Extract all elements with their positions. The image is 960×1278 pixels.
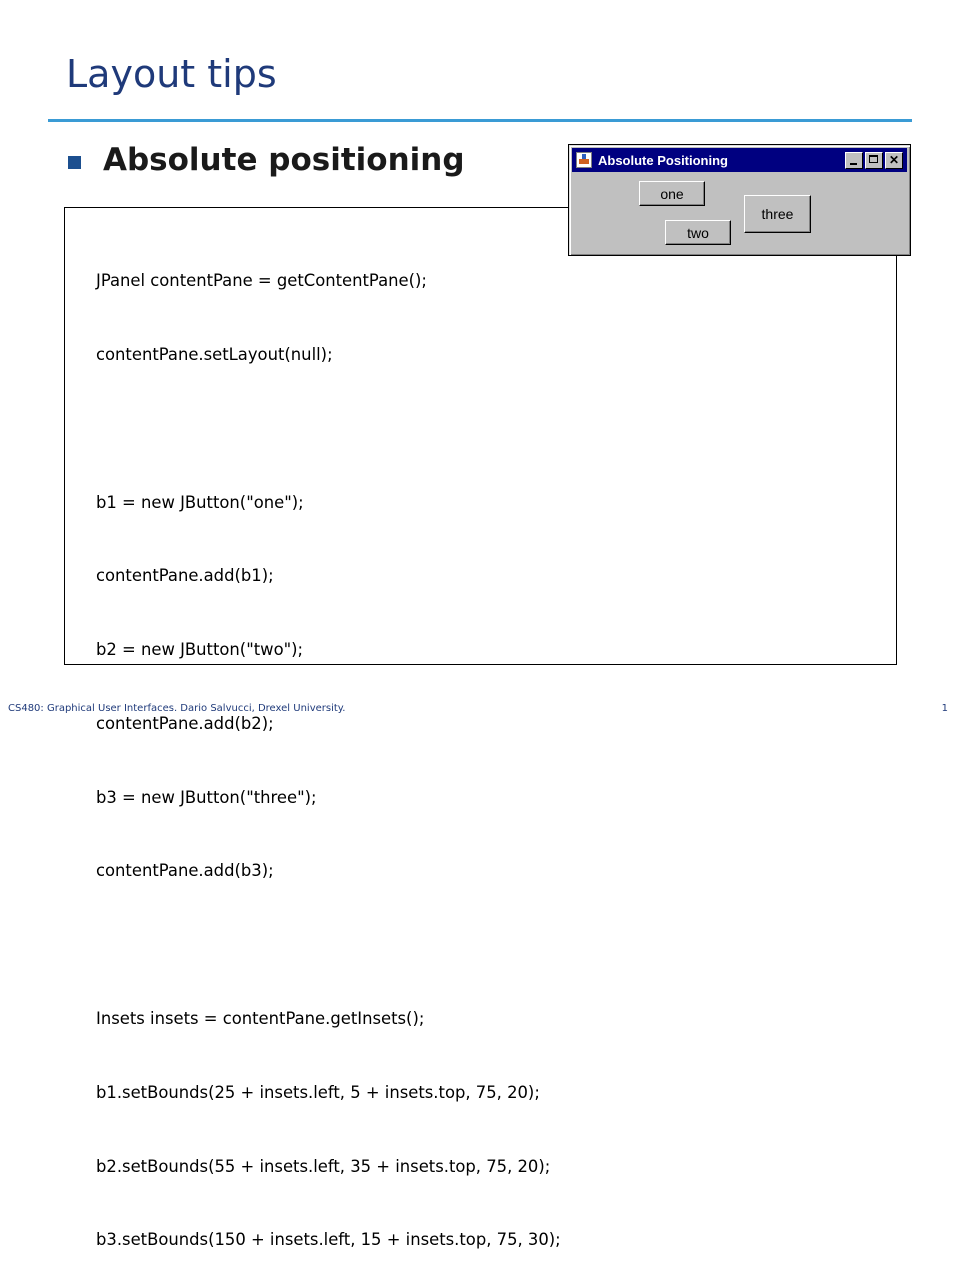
minimize-icon [850, 163, 857, 165]
java-cup-icon[interactable] [576, 152, 592, 168]
minimize-button[interactable] [845, 152, 863, 169]
absolute-positioning-window [568, 144, 911, 256]
code-line: contentPane.add(b2); [96, 713, 274, 733]
code-line: b1.setBounds(25 + insets.left, 5 + insets.top, 75, 20); [96, 1082, 540, 1102]
code-line [96, 933, 561, 958]
code-line: contentPane.add(b1); [96, 566, 274, 586]
bullet-item [68, 142, 465, 178]
close-button[interactable] [885, 152, 903, 169]
button-one[interactable]: one [639, 181, 705, 206]
code-line [96, 417, 561, 442]
footer-credit: CS480: Graphical User Interfaces. Dario Salvucci, Drexel University. [8, 703, 346, 714]
code-line: b2 = new JButton("two"); [96, 640, 304, 660]
page-number: 1 [941, 703, 948, 714]
code-line: b2.setBounds(55 + insets.left, 35 + insets.top, 75, 20); [96, 1156, 551, 1176]
window-titlebar[interactable] [572, 148, 907, 172]
button-three[interactable]: three [744, 195, 811, 233]
code-line: Insets insets = contentPane.getInsets(); [96, 1009, 425, 1028]
window-title: Absolute Positioning [598, 152, 728, 168]
code-line: contentPane.add(b3); [96, 861, 274, 881]
code-line: b3.setBounds(150 + insets.left, 15 + insets.top, 75, 30); [96, 1230, 561, 1250]
button-two[interactable]: two [665, 220, 731, 245]
bullet-text: Absolute positioning [103, 142, 465, 178]
code-line: contentPane.setLayout(null); [96, 344, 333, 364]
close-icon: ✕ [888, 152, 900, 167]
code-line: b1 = new JButton("one"); [96, 492, 304, 512]
title-divider [48, 119, 912, 122]
code-line: JPanel contentPane = getContentPane(); [96, 271, 427, 291]
maximize-icon [869, 155, 878, 163]
bullet-square-icon [68, 156, 81, 169]
code-line: b3 = new JButton("three"); [96, 787, 317, 807]
slide-title: Layout tips [66, 52, 277, 96]
code-listing [96, 220, 561, 1278]
maximize-button[interactable] [865, 152, 883, 169]
